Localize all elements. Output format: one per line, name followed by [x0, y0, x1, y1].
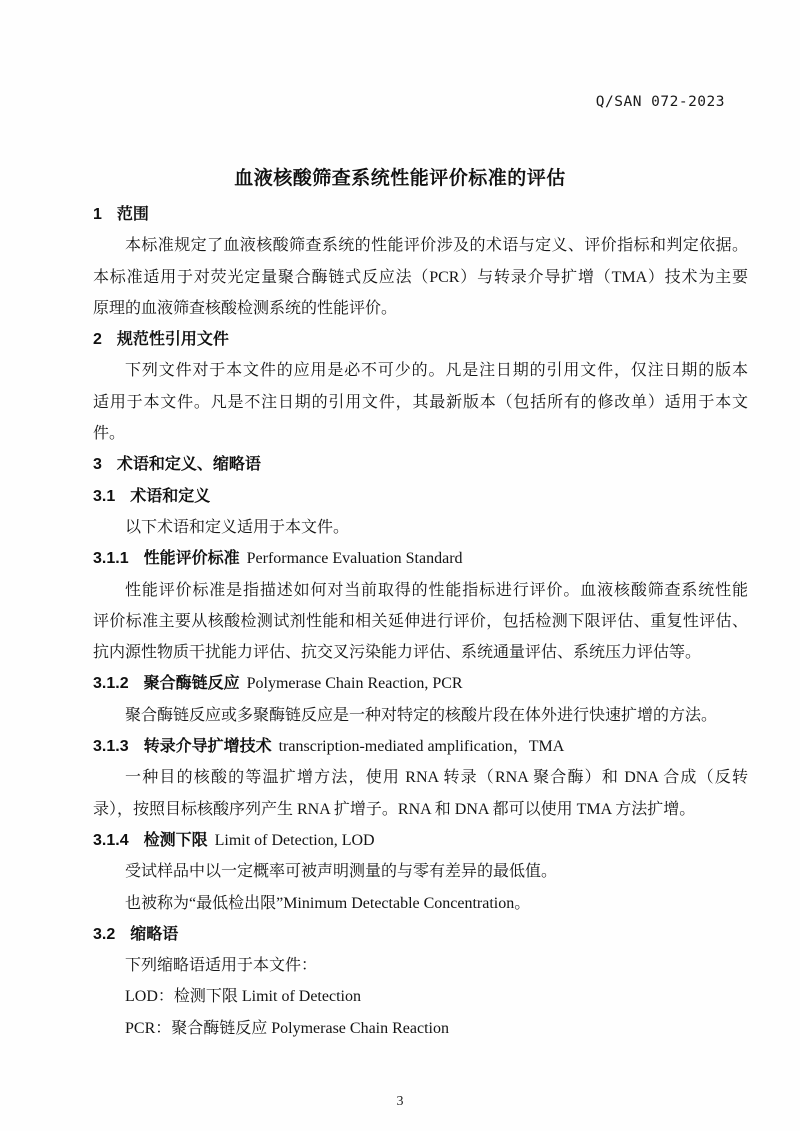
- body-line: 本标准规定了血液核酸筛查系统的性能评价涉及的术语与定义、评价指标和判定依据。: [125, 237, 748, 255]
- body-line: 本标准适用于对荧光定量聚合酶链式反应法（PCR）与转录介导扩增（TMA）技术为主要: [93, 268, 748, 286]
- body-line: 适用于本文件。凡是不注日期的引用文件，其最新版本（包括所有的修改单）适用于本文: [93, 393, 748, 411]
- heading-lod: [93, 825, 748, 856]
- heading-text-zh: 术语和定义、缩略语: [116, 456, 261, 474]
- heading-abbreviations: [93, 919, 748, 950]
- document-title: 血液核酸筛查系统性能评价标准的评估: [234, 168, 566, 189]
- heading-text-zh: 规范性引用文件: [116, 331, 229, 349]
- body-line: 录），按照目标核酸序列产生 RNA 扩增子。RNA 和 DNA 都可以使用 TMA 方法扩增。: [93, 800, 696, 818]
- body-line: 件。: [93, 425, 126, 443]
- body-line: 也被称为“最低检出限”Minimum Detectable Concentration。: [125, 894, 531, 912]
- heading-terms-definitions: [93, 481, 748, 512]
- body-line: 下列缩略语适用于本文件：: [125, 957, 318, 975]
- body-line: 聚合酶链反应或多聚酶链反应是一种对特定的核酸片段在体外进行快速扩增的方法。: [125, 706, 718, 724]
- body-line: 性能评价标准是指描述如何对当前取得的性能指标进行评价。血液核酸筛查系统性能: [125, 581, 748, 599]
- heading-number: 3.1.2: [93, 675, 129, 693]
- body-line: 一种目的核酸的等温扩增方法，使用 RNA 转录（RNA 聚合酶）和 DNA 合成（反转: [125, 769, 748, 787]
- body-line: 原理的血液筛查核酸检测系统的性能评价。: [93, 299, 398, 317]
- heading-number: 2: [93, 331, 102, 349]
- abbreviation-line-pcr: PCR：聚合酶链反应 Polymerase Chain Reaction: [125, 1019, 449, 1037]
- heading-text-zh: 术语和定义: [130, 487, 211, 505]
- body-line: 下列文件对于本文件的应用是必不可少的。凡是注日期的引用文件，仅注日期的版本: [125, 362, 748, 380]
- heading-pcr: [93, 668, 748, 699]
- body-line: 以下术语和定义适用于本文件。: [125, 518, 350, 536]
- heading-number: 3.1.1: [93, 550, 129, 568]
- body-line: 受试样品中以一定概率可被声明测量的与零有差异的最低值。: [125, 863, 558, 881]
- heading-text-en: Performance Evaluation Standard: [246, 550, 463, 568]
- document-code: Q/SAN 072-2023: [595, 94, 725, 110]
- heading-number: 3.1.3: [93, 738, 129, 756]
- heading-text-zh: 检测下限: [143, 831, 208, 849]
- heading-text-zh: 范围: [116, 206, 149, 223]
- heading-scope: [93, 199, 748, 230]
- heading-text-zh: 缩略语: [130, 925, 179, 943]
- heading-text-zh: 转录介导扩增技术: [143, 738, 272, 756]
- abbreviation-line-lod: LOD：检测下限 Limit of Detection: [125, 988, 361, 1006]
- heading-number: 1: [93, 206, 102, 223]
- heading-text-zh: 聚合酶链反应: [143, 675, 240, 693]
- page-number: 3: [396, 1094, 404, 1109]
- body-line: 评价标准主要从核酸检测试剂性能和相关延伸进行评价，包括检测下限评估、重复性评估、: [93, 612, 748, 630]
- heading-normative-references: [93, 324, 748, 355]
- heading-number: 3: [93, 456, 102, 474]
- heading-text-en: Limit of Detection, LOD: [214, 831, 375, 849]
- document-body: [93, 199, 748, 1044]
- heading-text-zh: 性能评价标准: [143, 550, 240, 568]
- heading-text-en: transcription-mediated amplification，TMA: [278, 738, 565, 756]
- heading-number: 3.2: [93, 925, 116, 943]
- heading-number: 3.1.4: [93, 831, 129, 849]
- heading-tma: [93, 731, 748, 762]
- heading-performance-evaluation-standard: [93, 543, 748, 574]
- heading-number: 3.1: [93, 487, 116, 505]
- body-line: 抗内源性物质干扰能力评估、抗交叉污染能力评估、系统通量评估、系统压力评估等。: [93, 644, 702, 662]
- heading-text-en: Polymerase Chain Reaction, PCR: [246, 675, 463, 693]
- heading-terms-and-abbreviations: [93, 449, 748, 480]
